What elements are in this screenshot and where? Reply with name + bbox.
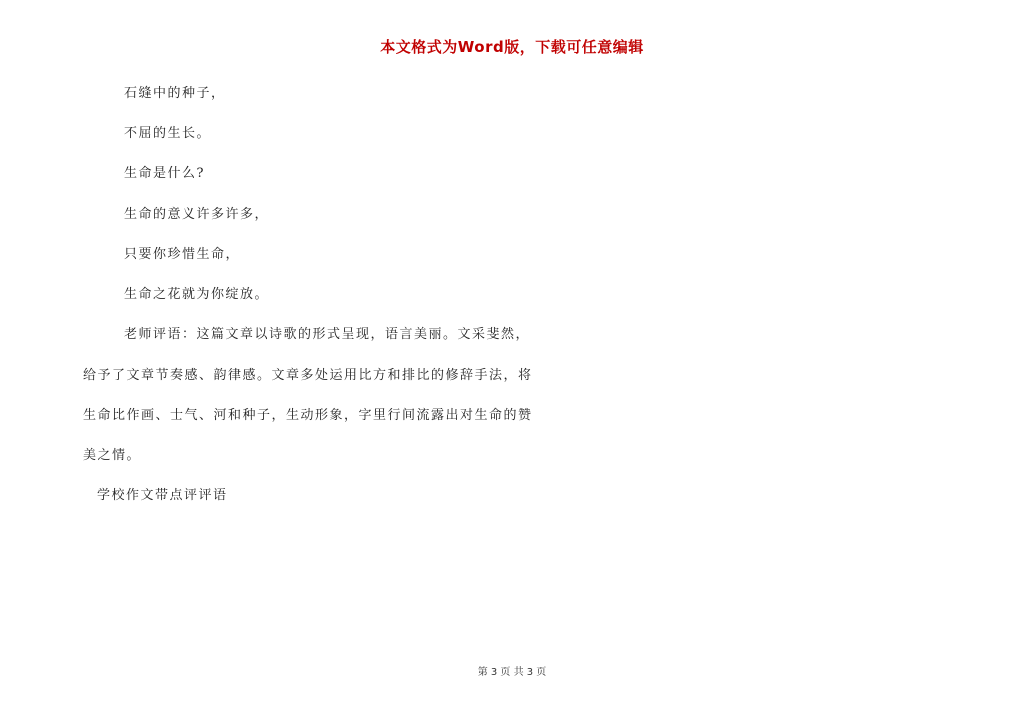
poem-line: 生命是什么? (124, 166, 205, 181)
section-heading: 学校作文带点评评语 (97, 488, 228, 503)
poem-line: 生命的意义许多许多， (124, 207, 270, 222)
teacher-comment-line: 生命比作画、士气、河和种子，生动形象，字里行间流露出对生命的赞 (83, 408, 533, 423)
document-banner: 本文格式为Word版，下载可任意编辑 (380, 38, 644, 56)
teacher-comment-line: 给予了文章节奏感、韵律感。文章多处运用比方和排比的修辞手法，将 (83, 368, 533, 383)
teacher-comment-line: 老师评语：这篇文章以诗歌的形式呈现，语言美丽。文采斐然， (124, 327, 531, 342)
page-number: 第 3 页 共 3 页 (477, 667, 547, 678)
poem-line: 不屈的生长。 (124, 126, 212, 141)
poem-line: 生命之花就为你绽放。 (124, 287, 270, 302)
poem-line: 石缝中的种子， (124, 86, 226, 101)
teacher-comment-line: 美之情。 (83, 448, 142, 463)
poem-line: 只要你珍惜生命， (124, 247, 241, 262)
